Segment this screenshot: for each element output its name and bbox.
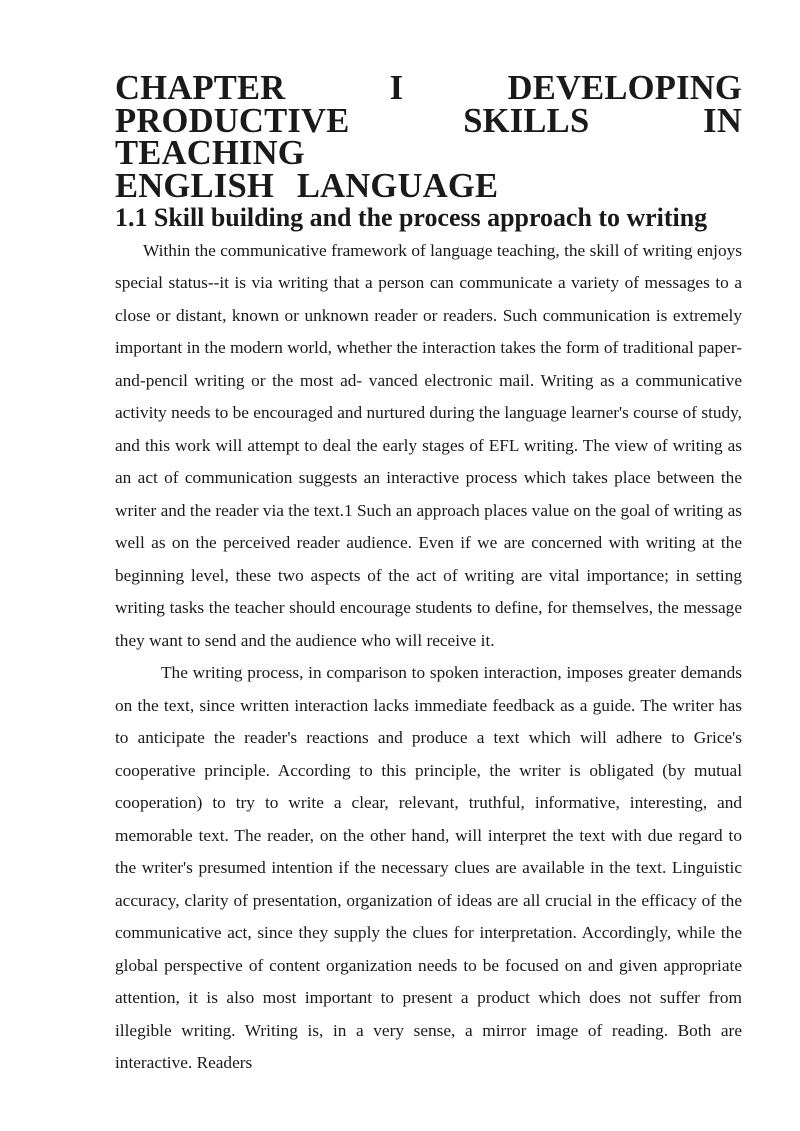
section-title: 1.1 Skill building and the process approach to writing — [115, 203, 708, 232]
chapter-title-line-1: CHAPTER I DEVELOPING PRODUCTIVE SKILLS IN TEACHING — [115, 69, 742, 172]
page-content — [115, 69, 742, 1080]
chapter-title — [115, 69, 742, 205]
paragraph-2: The writing process, in comparison to spoken interaction, imposes greater demands on the text, since written interaction lacks immediate feedback as a guide. The writer has to anticipate the reader's reactions and produce a text which will adhere to Grice's cooperative principle. According to this principle, the writer is obligated (by mutual cooperation) to try to write a clear, relevant, truthful, informative, interesting, and memorable text. The reader, on the other hand, will interpret the text with due regard to the writer's presumed intention if the necessary clues are available in the text. Linguistic accuracy, clarity of presentation, organization of ideas are all crucial in the efficacy of the communicative act, since they supply the clues for interpretation. Accordingly, while the global perspective of content organization needs to be focused on and given appropriate attention, it is also most important to present a product which does not suffer from illegible writing. Writing is, in a very sense, a mirror image of reading. Both are interactive. Readers — [115, 663, 742, 1072]
paragraph-1: Within the communicative framework of language teaching, the skill of writing enjoys special status--it is via writing that a person can communicate a variety of messages to a close or distant, known or unknown reader or readers. Such communication is extremely important in the modern world, whether the interaction takes the form of traditional paper-and-pencil writing or the most ad- vanced electronic mail. Writing as a communicative activity needs to be encouraged and nurtured during the language learner's course of study, and this work will attempt to deal the early stages of EFL writing. The view of writing as an act of communication suggests an interactive process which takes place between the writer and the reader via the text.1 Such an approach places value on the goal of writing as well as on the perceived reader audience. Even if we are concerned with writing at the beginning level, these two aspects of the act of writing are vital importance; in setting writing tasks the teacher should encourage students to define, for themselves, the message they want to send and the audience who will receive it. — [115, 240, 742, 650]
chapter-title-line-2: ENGLISH LANGUAGE — [115, 166, 499, 205]
